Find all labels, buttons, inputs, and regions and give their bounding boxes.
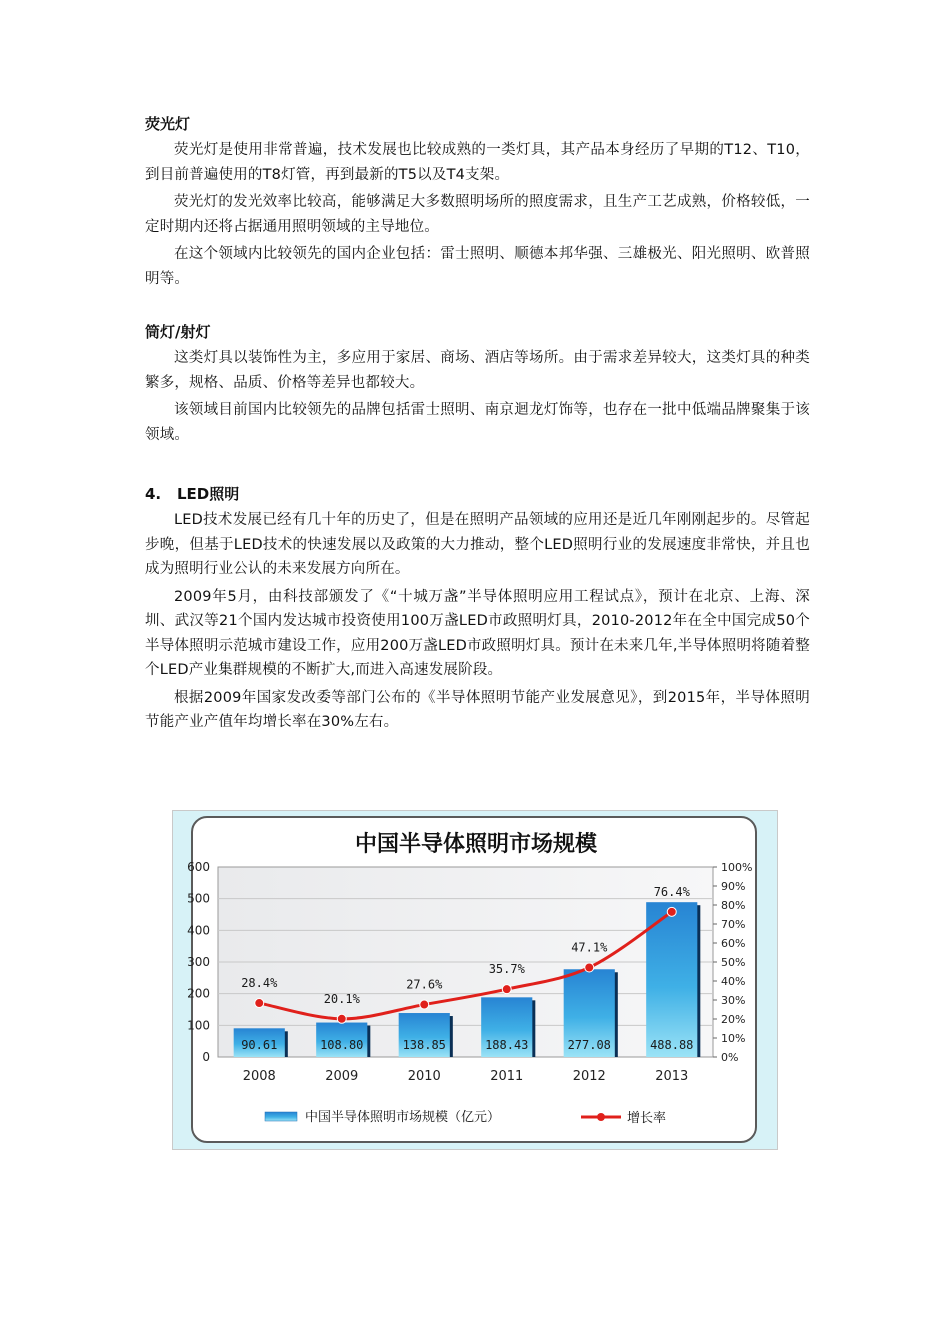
legend-bar-label: 中国半导体照明市场规模（亿元） xyxy=(305,1110,501,1125)
x-tick-label: 2009 xyxy=(325,1069,359,1084)
y-right-tick-label: 10% xyxy=(721,1032,746,1045)
growth-rate-label: 20.1% xyxy=(323,991,360,1006)
growth-rate-point xyxy=(420,1000,429,1009)
y-left-tick-label: 500 xyxy=(187,891,210,906)
paragraph: 根据2009年国家发改委等部门公布的《半导体照明节能产业发展意见》，到2015年，半导体照明节能产业产值年均增长率在30%左右。 xyxy=(145,689,810,730)
section-number: 4. xyxy=(145,485,162,503)
growth-rate-point xyxy=(667,907,676,916)
y-right-tick-label: 20% xyxy=(721,1013,746,1026)
x-tick-label: 2008 xyxy=(242,1069,276,1084)
y-right-tick-label: 0% xyxy=(721,1051,739,1064)
bar-value-label: 108.80 xyxy=(320,1038,364,1052)
paragraph: 这类灯具以装饰性为主，多应用于家居、商场、酒店等场所。由于需求差异较大，这类灯具的种类繁多，规格、品质、价格等差异也都较大。 xyxy=(145,350,810,391)
section-title-downlight: 筒灯/射灯 xyxy=(145,323,211,341)
growth-rate-label: 35.7% xyxy=(488,962,525,977)
paragraph: LED技术发展已经有几十年的历史了，但是在照明产品领域的应用还是近几年刚刚起步的。尽管起步晚，但基于LED技术的快速发展以及政策的大力推动，整个LED照明行业的发展速度非常快，并且也成为照明行业公认的未来发展方向所在。 xyxy=(145,512,810,577)
paragraph: 2009年5月，由科技部颁发了《“十城万盏”半导体照明应用工程试点》，预计在北京、上海、深圳、武汉等21个国内发达城市投资使用100万盏LED市政照明灯具，2010-2012年在全中国完成50个半导体照明示范城市建设工作，应用200万盏LED市政照明灯具。预计在未来几年,半导体照明将随着整个LED产业集群规模的不断扩大,而进入高速发展阶段。 xyxy=(145,588,810,678)
y-right-tick-label: 40% xyxy=(721,975,746,988)
y-left-tick-label: 400 xyxy=(187,923,210,938)
y-left-tick-label: 200 xyxy=(187,986,210,1001)
y-right-tick-label: 90% xyxy=(721,880,746,893)
growth-rate-point xyxy=(337,1014,346,1023)
growth-rate-point xyxy=(585,963,594,972)
x-tick-label: 2010 xyxy=(407,1069,441,1084)
bar-value-label: 488.88 xyxy=(650,1038,694,1052)
legend-bar-swatch xyxy=(265,1112,297,1121)
y-left-tick-label: 0 xyxy=(202,1050,210,1064)
y-right-tick-label: 70% xyxy=(721,918,746,931)
document-body xyxy=(145,112,810,738)
market-size-chart xyxy=(173,811,779,1151)
y-left-tick-label: 600 xyxy=(187,860,210,874)
paragraph: 荧光灯是使用非常普遍，技术发展也比较成熟的一类灯具，其产品本身经历了早期的T12、T10，到目前普遍使用的T8灯管，再到最新的T5以及T4支架。 xyxy=(145,142,810,183)
y-right-tick-label: 30% xyxy=(721,994,746,1007)
paragraph: 该领域目前国内比较领先的品牌包括雷士照明、南京迴龙灯饰等，也存在一批中低端品牌聚集于该领域。 xyxy=(145,402,810,443)
section-title-fluorescent: 荧光灯 xyxy=(145,115,191,133)
legend-line-marker xyxy=(597,1113,605,1121)
y-right-tick-label: 50% xyxy=(721,956,746,969)
y-right-tick-label: 80% xyxy=(721,899,746,912)
growth-rate-label: 47.1% xyxy=(571,940,608,955)
growth-rate-point xyxy=(255,999,264,1008)
paragraph: 在这个领域内比较领先的国内企业包括：雷士照明、顺德本邦华强、三雄极光、阳光照明、欧普照明等。 xyxy=(145,246,810,287)
growth-rate-label: 28.4% xyxy=(241,976,278,991)
x-tick-label: 2012 xyxy=(572,1069,606,1084)
x-tick-label: 2013 xyxy=(655,1069,689,1084)
chart-title: 中国半导体照明市场规模 xyxy=(354,832,598,857)
section-title-led xyxy=(145,482,810,506)
growth-rate-point xyxy=(502,985,511,994)
x-tick-label: 2011 xyxy=(490,1069,524,1084)
bar-value-label: 188.43 xyxy=(485,1038,529,1052)
bar-value-label: 277.08 xyxy=(567,1038,611,1052)
legend-line-label: 增长率 xyxy=(627,1111,667,1126)
y-left-tick-label: 100 xyxy=(187,1018,210,1033)
growth-rate-label: 27.6% xyxy=(406,977,443,992)
chart-frame xyxy=(172,810,778,1150)
paragraph: 荧光灯的发光效率比较高，能够满足大多数照明场所的照度需求，且生产工艺成熟，价格较低，一定时期内还将占据通用照明领域的主导地位。 xyxy=(145,194,810,235)
section-title-text: LED照明 xyxy=(177,485,240,503)
bar-value-label: 90.61 xyxy=(241,1038,278,1052)
y-left-tick-label: 300 xyxy=(187,955,210,969)
y-right-tick-label: 100% xyxy=(721,861,753,874)
bar-value-label: 138.85 xyxy=(402,1038,446,1052)
growth-rate-label: 76.4% xyxy=(653,884,690,899)
y-right-tick-label: 60% xyxy=(721,937,746,950)
